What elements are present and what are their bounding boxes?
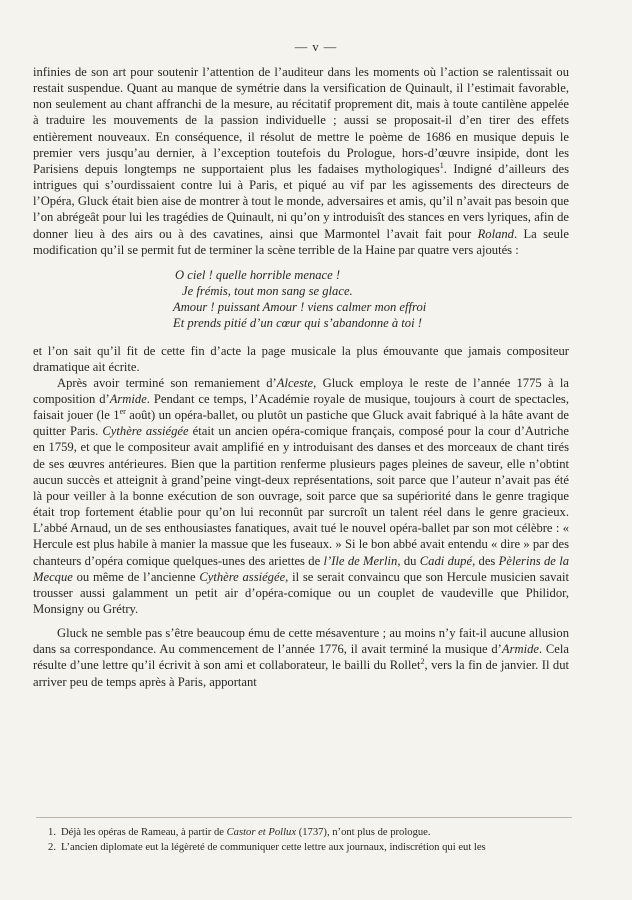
verse-line: Je frémis, tout mon sang se glace.	[182, 284, 353, 299]
footnotes	[36, 826, 572, 855]
footnote-ref-1: 1	[439, 160, 444, 170]
work-title: l’Ile de Merlin	[323, 553, 398, 568]
footnote-number: 1.	[48, 827, 56, 838]
work-title: Alceste	[276, 375, 314, 390]
page-number: — v —	[294, 40, 338, 54]
work-title: Cythère assiégée	[199, 569, 286, 584]
text-run: (1737), n’ont plus de prologue.	[296, 827, 431, 838]
work-title: Pèlerins de la Mecque	[33, 553, 569, 584]
verse-line: O ciel ! quelle horrible menace !	[175, 267, 341, 282]
work-title: Cadi dupé	[419, 553, 473, 568]
verse-line: Amour ! puissant Amour ! viens calmer mon effroi	[173, 300, 427, 315]
body-text	[33, 64, 569, 690]
work-title: Armide	[109, 391, 147, 406]
work-title: Armide	[501, 642, 539, 657]
text-run: ou même de l’ancienne	[72, 569, 200, 584]
paragraph-4	[33, 625, 569, 690]
text-run: . Indigné d’ailleurs des intrigues qui s’ourdissaient contre lui à Paris, et piqué au vif par les agissements des directeurs de l’Opéra, Gluck était bien aise de montrer à tout le monde, adversaires et amis, qu’il n’avait pas besoin que l’on abrégeât pour lui les tragédies de Quinault, ni qu’on y introduisît des stances en vers lyriques, afin de donner lieu à des airs ou à des cavatines, ainsi que Marmontel l’avait fait pour	[33, 161, 569, 241]
text-run: Après avoir terminé son remaniement d’	[57, 375, 277, 390]
verse-line: Et prends pitié d’un cœur qui s’abandonne à toi !	[173, 316, 422, 331]
ordinal-suffix: er	[119, 406, 126, 416]
footnote-divider	[36, 817, 572, 818]
paragraph-3	[33, 375, 569, 617]
text-run: L’ancien diplomate eut la légèreté de communiquer cette lettre aux journaux, indiscrétion qui eut les	[61, 841, 486, 853]
text-run: infinies de son art pour soutenir l’attention de l’auditeur dans les moments où l’action se ralentissait ou restait suspendue. Quant au manque de symétrie dans la versification de Quinault, il l’estimait favorable, non seulement au chant affranchi de la mesure, au récitatif proprement dit, mais à toute cantilène appelée à traduire les mouvements de la passion individuelle ; aussi se proposait-il d’en tirer des effets entièrement nouveaux. En conséquence, il résolut de mettre le poème de 1686 en musique depuis le premier vers jusqu’au dernier, à l’exception toutefois du Prologue, hors-d’œuvre insipide, dont les Parisiens depuis longtemps ne supportaient plus les fadaises mythologiques	[33, 65, 569, 176]
paragraph-2: et l’on sait qu’il fit de cette fin d’acte la page musicale la plus émouvante que jamais compositeur dramatique ait écrite.	[33, 343, 569, 374]
text-run: , des	[472, 553, 499, 568]
footnote-1	[36, 826, 572, 841]
text-run: . Cela résulte d’une lettre qu’il écrivit à son ami et collaborateur, le bailli du Rollet	[33, 642, 569, 673]
work-title: Castor et Pollux	[226, 827, 297, 838]
work-title: Cythère assiégée	[102, 424, 189, 439]
text-run: août) un opéra-ballet, ou plutôt un pastiche que Gluck avait fabriqué à la hâte avant de quitter Paris.	[33, 408, 569, 439]
text-run: était un ancien opéra-comique français, composé pour la cour d’Autriche en 1759, et que le compositeur avait amplifié en y introduisant des danses et des morceaux de chant tirés de ses œuvres antérieures. Bien que la partition renferme plusieurs pages pleines de saveur, elle n’obtint aucun succès et atteignit à grand’peine vingt-deux représentations, soit parce que l’auteur n’avait pas été là pour veiller à la bonne exécution de son ouvrage, soit parce que sa supériorité dans le genre tragique était trop fortement établie pour qu’on lui reconnût par surcroît un talent réel dans le genre gracieux. L’abbé Arnaud, un de ses enthousiastes fanatiques, avait tué le nouvel opéra-ballet par son mot célèbre : « Hercule est plus habile à manier la massue que les fuseaux. » Si le bon abbé avait entendu « dire » par des chanteurs d’opéra comique quelques-unes des ariettes de	[33, 424, 569, 568]
footnote-ref-2: 2	[420, 657, 425, 667]
text-run: Déjà les opéras de Rameau, à partir de	[61, 827, 227, 838]
work-title: Roland	[477, 226, 514, 241]
verse-quote	[175, 267, 569, 332]
text-run: . La seule modification qu’il se permit fut de terminer la scène terrible de la Haine par quatre vers ajoutés :	[33, 226, 569, 257]
text-run: , Gluck employa le reste de l’année 1775 à la composition d’	[33, 375, 570, 406]
text-run: , vers la fin de janvier. Il dut arriver peu de temps après à Paris, apportant	[33, 658, 569, 689]
text-run: . Pendant ce temps, l’Académie royale de musique, toujours à court de spectacles, faisait jouer (le 1	[33, 391, 569, 423]
text-run: , il se serait convaincu que son Hercule musicien savait trousser aussi galamment un petit air d’opéra-comique ou un couplet de vaudeville que Philidor, Monsigny ou Grétry.	[33, 569, 570, 616]
text-run: Gluck ne semble pas s’être beaucoup ému de cette mésaventure ; au moins n’y fait-il aucune allusion dans sa correspondance. Au commencement de l’année 1776, il avait terminé la musique d’	[33, 626, 569, 657]
footnote-number: 2.	[48, 841, 56, 853]
paragraph-1	[33, 64, 569, 258]
text-run: , du	[397, 553, 420, 568]
footnote-2	[36, 841, 572, 856]
